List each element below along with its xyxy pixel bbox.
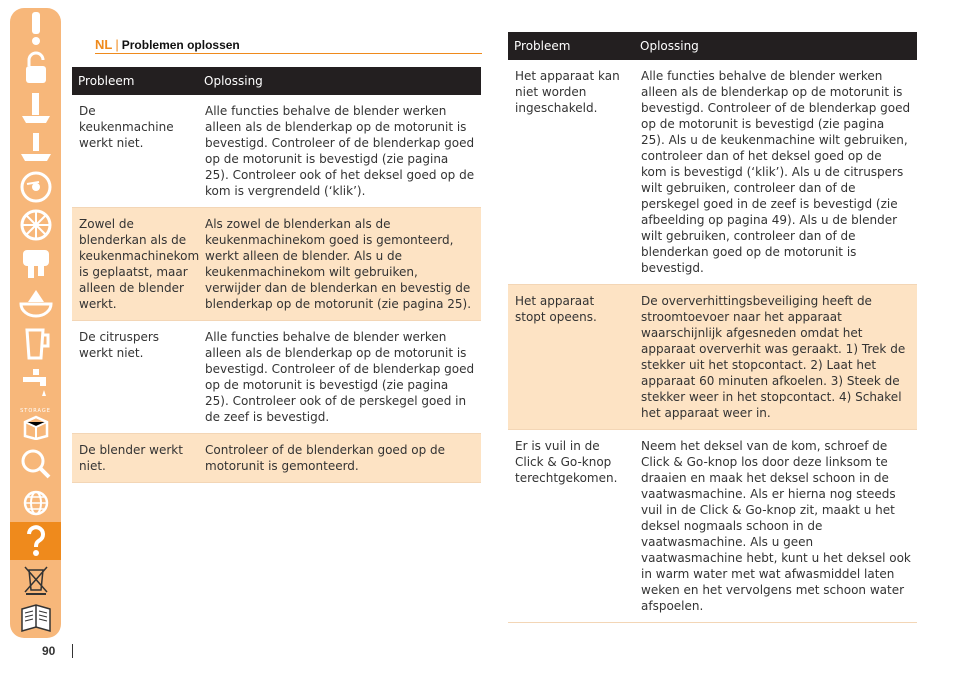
warning-icon[interactable] bbox=[10, 8, 61, 48]
troubleshooting-table-right bbox=[508, 32, 917, 623]
problem-cell: De citruspers werkt niet. bbox=[72, 321, 198, 434]
header-separator: | bbox=[115, 37, 119, 52]
jug-icon[interactable] bbox=[10, 324, 61, 364]
table-row bbox=[508, 60, 917, 285]
solution-cell: Als zowel de blenderkan als de keukenmachinekom goed is gemonteerd, werkt alleen de blender. Als u de keukenmachinekom wilt gebruiken, verwijder dan de blenderkan en bevestig de blenderkap op de motorunit (zie pagina 25). bbox=[198, 208, 481, 321]
chapter-sidebar bbox=[0, 0, 62, 640]
table-row bbox=[72, 208, 481, 321]
column-header-solution: Oplossing bbox=[634, 32, 917, 60]
language-code: NL bbox=[95, 37, 113, 52]
problem-cell: De blender werkt niet. bbox=[72, 434, 198, 483]
solution-cell: Controleer of de blenderkan goed op de motorunit is gemonteerd. bbox=[198, 434, 481, 483]
solution-cell: Neem het deksel van de kom, schroef de Click & Go-knop los door deze linksom te draaien en maak het deksel schoon in de vaatwasmachine. Als er hierna nog steeds vuil in de Click & Go-knop zit, maakt u het deksel nogmaals schoon in de vaatwasmachine. Als u geen vaatwasmachine hebt, kunt u het deksel ook in warm water met wat afwasmiddel laten weken en het vervolgens met schoon water afspoelen. bbox=[634, 430, 917, 623]
table-row bbox=[508, 430, 917, 623]
globe-icon[interactable] bbox=[10, 484, 61, 522]
lock-icon[interactable] bbox=[10, 48, 61, 88]
page-number-divider bbox=[72, 644, 73, 658]
solution-cell: De oververhittingsbeveiliging heeft de stroomtoevoer naar het apparaat waarschijnlijk afgesneden omdat het apparaat oververhit was geraakt. 1) Trek de stekker uit het stopcontact. 2) Laat het apparaat 60 minuten afkoelen. 3) Steek de stekker weer in het stopcontact. 4) Schakel het apparaat weer in. bbox=[634, 285, 917, 430]
troubleshooting-table-left bbox=[72, 67, 481, 483]
table-row bbox=[72, 434, 481, 483]
blender-blade-icon[interactable] bbox=[10, 88, 61, 128]
storage-label: STORAGE bbox=[20, 408, 51, 414]
problem-cell: Het apparaat stopt opeens. bbox=[508, 285, 634, 430]
problem-cell: Zowel de blenderkan als de keukenmachinekom is geplaatst, maar alleen de blender werkt. bbox=[72, 208, 198, 321]
citrus-disc-icon[interactable] bbox=[10, 206, 61, 244]
tap-icon[interactable] bbox=[10, 364, 61, 404]
column-header-solution: Oplossing bbox=[198, 67, 481, 95]
mixer-icon[interactable] bbox=[10, 244, 61, 284]
problem-cell: De keukenmachine werkt niet. bbox=[72, 95, 198, 208]
storage-box-icon[interactable] bbox=[10, 404, 61, 444]
page-number: 90 bbox=[42, 644, 56, 658]
manual-book-icon[interactable] bbox=[10, 598, 61, 638]
solution-cell: Alle functies behalve de blender werken alleen als de blenderkap op de motorunit is bevestigd. Controleer of de blenderkap goed op de motorunit is bevestigd (zie pagina 25). Als u de keukenmachine wilt gebruiken, controleer dan of het deksel goed op de kom is bevestigd (‘klik’). Als u de citruspers wilt gebruiken, controleer dan of de perskegel goed in de zeef is bevestigd (zie afbeelding op pagina 49). Als u de blender wilt gebruiken, controleer dan of de blenderkan goed op de motorunit is bevestigd. bbox=[634, 60, 917, 285]
citrus-press-icon[interactable] bbox=[10, 284, 61, 324]
table-row bbox=[72, 321, 481, 434]
solution-cell: Alle functies behalve de blender werken alleen als de blenderkap op de motorunit is bevestigd. Controleer of de blenderkap goed op de motorunit is bevestigd (zie pagina 25). Controleer ook of de perskegel goed in de zeef is bevestigd. bbox=[198, 321, 481, 434]
section-title: Problemen oplossen bbox=[121, 38, 240, 52]
column-header-problem: Probleem bbox=[72, 67, 198, 95]
table-row bbox=[508, 285, 917, 430]
knife-icon[interactable] bbox=[10, 128, 61, 168]
table-header-row bbox=[508, 32, 917, 60]
solution-cell: Alle functies behalve de blender werken alleen als de blenderkap op de motorunit is bevestigd. Controleer of de blenderkap goed op de motorunit is bevestigd (zie pagina 25). Controleer ook of het deksel goed op de kom is vergrendeld (‘klik’). bbox=[198, 95, 481, 208]
table-header-row bbox=[72, 67, 481, 95]
problem-cell: Er is vuil in de Click & Go-knop terechtgekomen. bbox=[508, 430, 634, 623]
section-header bbox=[95, 34, 482, 54]
table-row bbox=[72, 95, 481, 208]
search-icon[interactable] bbox=[10, 444, 61, 484]
problem-cell: Het apparaat kan niet worden ingeschakeld. bbox=[508, 60, 634, 285]
column-header-problem: Probleem bbox=[508, 32, 634, 60]
disposal-icon[interactable] bbox=[10, 560, 61, 598]
slicer-disc-icon[interactable] bbox=[10, 168, 61, 206]
question-icon[interactable] bbox=[10, 522, 61, 560]
